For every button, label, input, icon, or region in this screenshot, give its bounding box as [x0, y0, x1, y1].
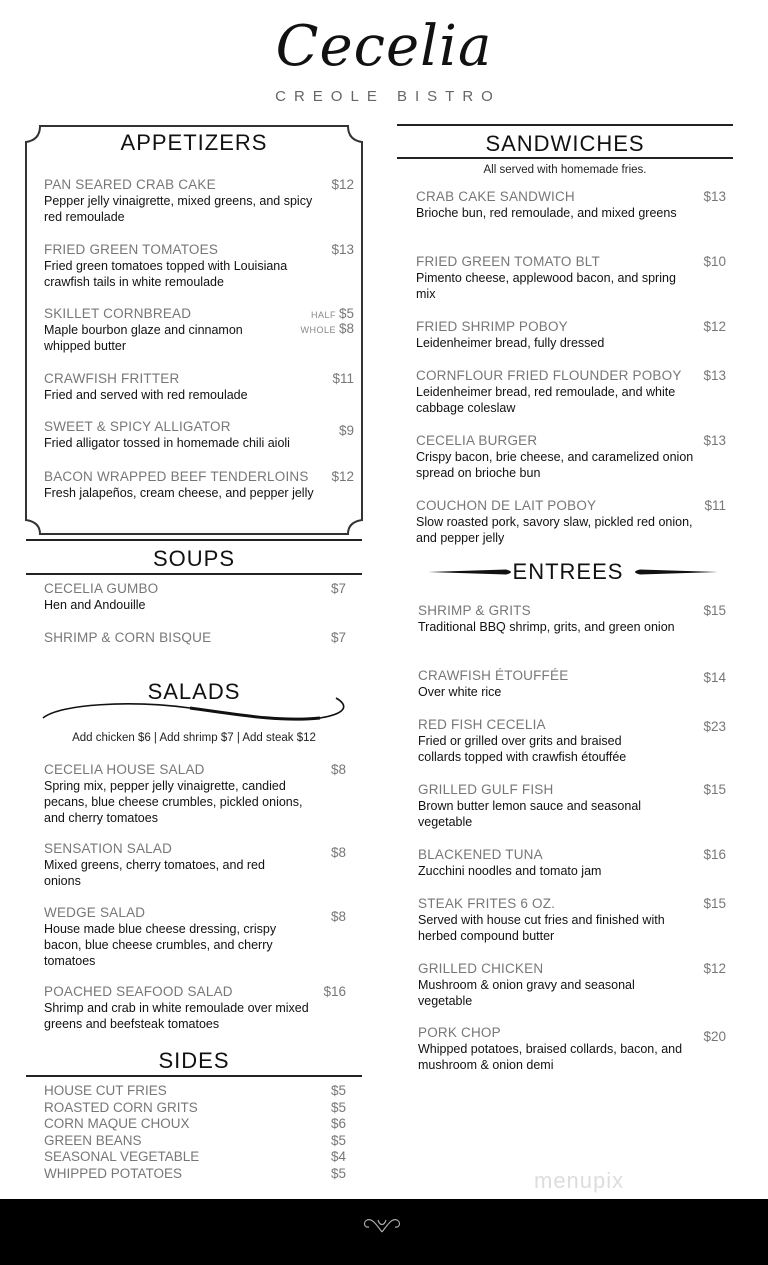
menu-item: FRIED SHRIMP POBOY Leidenheimer bread, fully dressed $12: [416, 319, 726, 350]
menu-item: WEDGE SALAD House made blue cheese dressing, crispy bacon, blue cheese crumbles, and cherry tomatoes $8: [44, 905, 346, 968]
menu-item: COUCHON DE LAIT POBOY Slow roasted pork, savory slaw, pickled red onion, and pepper jelly $11: [416, 498, 726, 545]
price: $12: [331, 177, 354, 192]
price: $11: [332, 371, 354, 386]
price: $13: [331, 242, 354, 257]
menu-item: STEAK FRITES 6 OZ. Served with house cut fries and finished with herbed compound butter $15: [418, 896, 726, 943]
menu-item: SENSATION SALAD Mixed greens, cherry tomatoes, and red onions $8: [44, 841, 346, 888]
footer-bar: [0, 1199, 768, 1265]
entrees-right-flourish-decoration: [630, 566, 720, 578]
menu-item: CECELIA HOUSE SALAD Spring mix, pepper jelly vinaigrette, candied pecans, blue cheese crumbles, pickled onions, and cherry tomatoes $8: [44, 762, 346, 825]
side-item: HOUSE CUT FRIES $5: [44, 1083, 346, 1098]
price: $12: [703, 961, 726, 976]
menu-item: BLACKENED TUNA Zucchini noodles and tomato jam $16: [418, 847, 726, 878]
menu-item: POACHED SEAFOOD SALAD Shrimp and crab in white remoulade over mixed greens and beefsteak tomatoes $16: [44, 984, 346, 1031]
side-item: GREEN BEANS $5: [44, 1132, 346, 1148]
price: $23: [703, 719, 726, 734]
salads-swash-decoration: [40, 692, 350, 724]
appetizers-title: APPETIZERS: [120, 130, 268, 155]
menu-item: PORK CHOP Whipped potatoes, braised collards, bacon, and mushroom & onion demi $20: [418, 1025, 726, 1072]
menu-item: FRIED GREEN TOMATOES Fried green tomatoes topped with Louisiana crawfish tails in white remoulade $13: [44, 242, 354, 289]
side-item: ROASTED CORN GRITS $5: [44, 1099, 346, 1115]
divider-rule: [26, 539, 362, 541]
price: $10: [703, 254, 726, 269]
sides-title: SIDES: [158, 1048, 230, 1073]
menu-item: CECELIA GUMBO Hen and Andouille $7: [44, 581, 346, 612]
price: $16: [703, 847, 726, 862]
salads-title: SALADS: [147, 679, 241, 704]
restaurant-subtitle: CREOLE BISTRO: [275, 88, 501, 105]
price: $8: [330, 909, 346, 924]
menu-item: PAN SEARED CRAB CAKE Pepper jelly vinaigrette, mixed greens, and spicy red remoulade $12: [44, 177, 354, 224]
price: $9: [338, 423, 354, 438]
soups-title: SOUPS: [152, 546, 236, 571]
price: $20: [703, 1029, 726, 1044]
price: $11: [704, 498, 726, 513]
divider-rule: [26, 573, 362, 575]
price: $8: [330, 762, 346, 777]
menupix-watermark: menupix: [534, 1168, 625, 1193]
menu-item: FRIED GREEN TOMATO BLT Pimento cheese, applewood bacon, and spring mix $10: [416, 254, 726, 301]
menu-item: SHRIMP & CORN BISQUE $7: [44, 630, 346, 645]
price: $12: [331, 469, 354, 484]
price: $8: [330, 845, 346, 860]
side-item: CORN MAQUE CHOUX $6: [44, 1116, 346, 1131]
side-item: SEASONAL VEGETABLE $4: [44, 1149, 346, 1164]
price: $13: [703, 368, 726, 383]
divider-rule: [397, 124, 733, 126]
menu-item: SHRIMP & GRITS Traditional BBQ shrimp, grits, and green onion $15: [418, 603, 726, 634]
price: $7: [330, 630, 346, 645]
ornament-scroll-icon: [362, 1214, 402, 1236]
menu-item: GRILLED GULF FISH Brown butter lemon sauce and seasonal vegetable $15: [418, 782, 726, 829]
salads-add-ons-note: Add chicken $6 | Add shrimp $7 | Add steak $12: [72, 732, 316, 744]
restaurant-logo: [0, 8, 768, 105]
price: $16: [323, 984, 346, 999]
menu-item: CRAWFISH ÉTOUFFÉE Over white rice $14: [418, 668, 726, 699]
price: $13: [703, 433, 726, 448]
sandwiches-title: SANDWICHES: [485, 131, 645, 156]
restaurant-name: Cecelia: [275, 14, 493, 79]
menu-item: CRAB CAKE SANDWICH Brioche bun, red remoulade, and mixed greens $13: [416, 189, 726, 220]
menu-item: RED FISH CECELIA Fried or grilled over grits and braised collards topped with crawfish étouffée $23: [418, 717, 726, 764]
price: $12: [703, 319, 726, 334]
side-item: WHIPPED POTATOES $5: [44, 1165, 346, 1181]
sandwiches-note: All served with homemade fries.: [483, 164, 647, 176]
menu-item: BACON WRAPPED BEEF TENDERLOINS Fresh jalapeños, cream cheese, and pepper jelly $12: [44, 469, 354, 500]
menu-item: CRAWFISH FRITTER Fried and served with red remoulade $11: [44, 371, 354, 402]
price: $15: [703, 896, 726, 911]
price: $15: [703, 603, 726, 618]
entrees-left-flourish-decoration: [428, 566, 518, 578]
price: HALF $5 WHOLE $8: [300, 306, 354, 336]
menu-item: GRILLED CHICKEN Mushroom & onion gravy and seasonal vegetable $12: [418, 961, 726, 1008]
menu-item: CECELIA BURGER Crispy bacon, brie cheese, and caramelized onion spread on brioche bun $13: [416, 433, 726, 480]
menu-item: CORNFLOUR FRIED FLOUNDER POBOY Leidenheimer bread, red remoulade, and white cabbage coleslaw $13: [416, 368, 726, 415]
price: $7: [330, 581, 346, 596]
entrees-title: ENTREES: [512, 559, 624, 584]
divider-rule: [397, 157, 733, 159]
price: $13: [703, 189, 726, 204]
menu-item: SKILLET CORNBREAD Maple bourbon glaze and cinnamon whipped butter HALF $5 WHOLE $8: [44, 306, 354, 353]
price: $14: [703, 670, 726, 685]
menu-item: SWEET & SPICY ALLIGATOR Fried alligator tossed in homemade chili aioli $9: [44, 419, 354, 450]
price: $15: [703, 782, 726, 797]
divider-rule: [26, 1075, 362, 1077]
